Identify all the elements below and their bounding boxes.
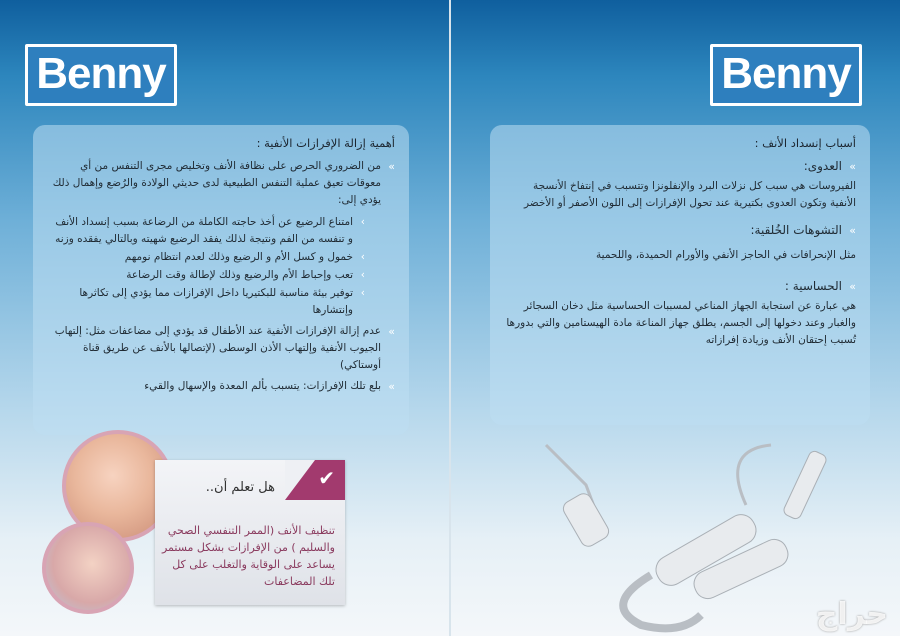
panel-title: أسباب إنسداد الأنف :: [754, 136, 856, 150]
section-text: الفيروسات هي سبب كل نزلات البرد والإنفلونزا وتتسبب في إنتفاخ الأنسجة الأنفية وتكون العدوى بكتيرية عند تحول الإفرازات إلى اللون الأصفر أو الأخضر: [524, 180, 856, 209]
nasal-secretions-importance-panel: [33, 125, 409, 435]
benny-logo: Benny: [710, 44, 862, 106]
card-text: تنظيف الأنف (الممر التنفسي الصحي والسليم ) من الإفرازات بشكل مستمر يساعد على الوقاية والتغلب على كل تلك المضاعفات: [161, 524, 335, 588]
sub-item: › تعب وإحباط الأم والرضيع وذلك لإطالة وقت الرضاعة: [47, 267, 381, 284]
nasal-aspirator-product-illustration: [531, 425, 851, 636]
section-heading: » التشوهات الخُلقية:: [504, 222, 856, 239]
watermark: حراج: [815, 597, 888, 632]
left-page: [0, 0, 449, 636]
benny-logo: Benny: [25, 44, 177, 106]
baby-photo-sleeping: [42, 522, 134, 614]
sub-item: › خمول و كسل الأم و الرضيع وذلك لعدم انتظام نومهم: [47, 249, 381, 266]
sub-item: › توفير بيئة مناسبة للبكتيريا داخل الإفرازات مما يؤدي إلى تكاثرها وإنتشارها: [47, 285, 381, 319]
sub-item: › امتناع الرضيع عن أخذ حاجته الكاملة من الرضاعة بسبب إنسداد الأنف و تنفسه من الفم ونتيجة لذلك يفقد الرضيع شهيته وبالتالي يفقده وزنه: [47, 214, 381, 248]
card-title: هل تعلم أن..: [205, 480, 275, 495]
item-text: » من الضروري الحرص على نظافة الأنف وتخليص مجرى التنفس من أي معوقات تعيق عملية التنفس الطبيعية لدى حديثي الولادة والرُضع وإهمال ذلك يؤدي إلى:: [52, 160, 381, 206]
section-heading: » العدوى:: [504, 158, 856, 175]
did-you-know-card: [155, 460, 345, 605]
list-item: [47, 158, 395, 319]
right-page: [451, 0, 900, 636]
section-heading: » الحساسية :: [504, 278, 856, 295]
list-item: » عدم إزالة الإفرازات الأنفية عند الأطفال قد يؤدي إلى مضاعفات مثل: إلتهاب الجيوب الأنفية وإلتهاب الأذن الوسطى (لإتصالها بالأنف عن طريق قناة أوستاكي): [47, 323, 395, 374]
nasal-congestion-causes-panel: [490, 125, 870, 425]
section-text: مثل الإنحرافات في الحاجز الأنفي والأورام الحميدة، واللحمية: [596, 249, 856, 261]
panel-title: أهمية إزالة الإفرازات الأنفية :: [256, 136, 395, 150]
section-text: هي عبارة عن استجابة الجهاز المناعي لمسببات الحساسية مثل دخان السجائر والغبار وعند دخولها إلى الجسم، يطلق جهاز المناعة مادة الهيستامين والتي بدورها تُسبب إحتقان الأنف وزيادة إفرازاته: [506, 300, 856, 346]
list-item: » بلع تلك الإفرازات: يتسبب بألم المعدة والإسهال والقيء: [47, 378, 395, 395]
checkmark-icon: ✔: [285, 460, 345, 500]
